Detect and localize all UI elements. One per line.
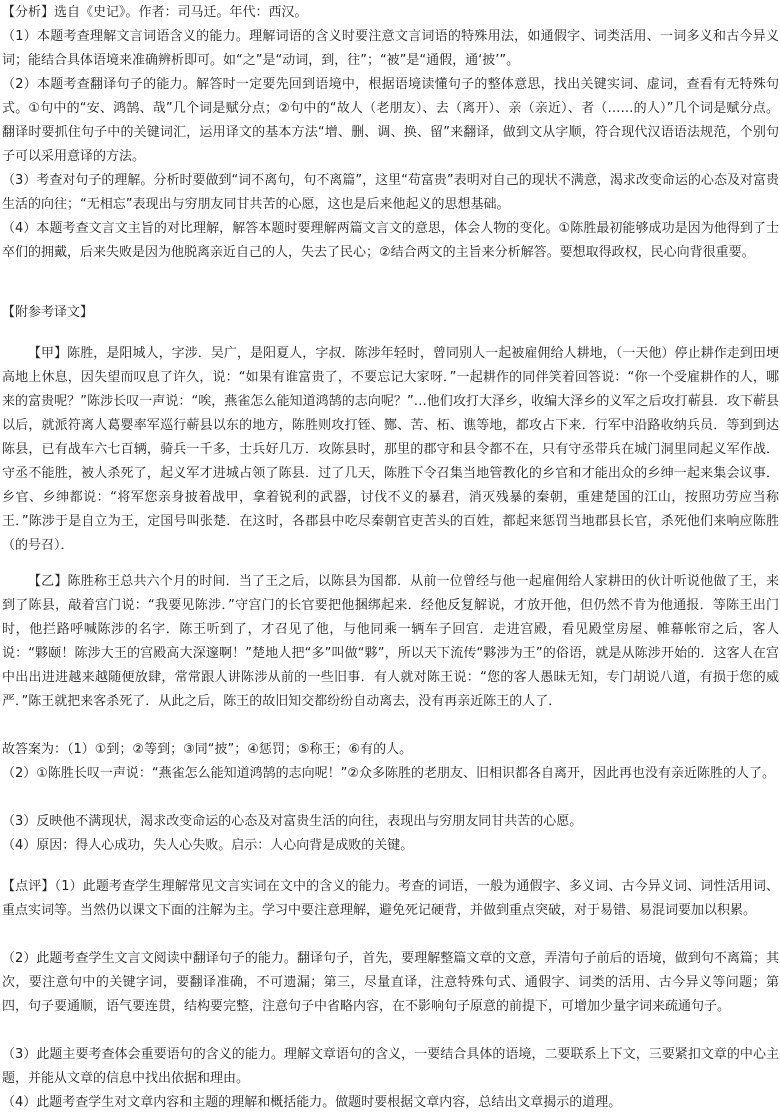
comment-item-4: （4）此题考查学生对文章内容和主题的理解和概括能力。做题时要根据文章内容，总结出文章揭示的道理。 — [2, 1095, 622, 1110]
analysis-intro: 【分析】选自《史记》。作者：司马迁。年代：西汉。 — [2, 5, 308, 20]
comment-item-2: （2）此题考查学生文言文阅读中翻译句子的能力。翻译句子，首先，要理解整篇文章的文意，弄清句子前后的语境，做到句不离篇；其次，要注意句中的关键字词，要翻译准确，不可遗漏；第三，尽量直译，注意特殊句式、通假字、词类的活用、古今异义等问题；第四，句子要通顺，语气要连贯，结构要完整，注意句子中省略内容，在不影响句子原意的前提下，可增加少量字词来疏通句子。 — [2, 951, 779, 1014]
answer-3: （3）反映他不满现状，渴求改变命运的心态及对富贵生活的向往，表现出与穷朋友同甘共苦的心愿。 — [2, 814, 583, 829]
translation-heading: 【附参考译文】 — [2, 305, 94, 320]
comment-item-3: （3）此题主要考查体会重要语句的含义的能力。理解文章语句的含义，一要结合具体的语境，二要联系上下文，三要紧扣文章的中心主题，并能从文章的信息中找出依据和理由。 — [2, 1047, 779, 1086]
analysis-item-1: （1）本题考查理解文言词语含义的能力。理解词语的含义时要注意文言词语的特殊用法，如通假字、词类活用、一词多义和古今异义词；能结合具体语境来准确辨析即可。如“之”是“动词，到，往”；“被”是“通假，通‘披’”。 — [2, 29, 779, 68]
comment-item-1: 【点评】（1）此题考查学生理解常见文言实词在文中的含义的能力。考查的词语，一般为通假字、多义词、古今异义词、词性活用词、重点实词等。当然仍以课文下面的注解为主。学习中要注意理解，避免死记硬背，并做到重点突破，对于易错、易混词要加以积累。 — [2, 879, 779, 918]
analysis-item-2: （2）本题考查翻译句子的能力。解答时一定要先回到语境中，根据语境读懂句子的整体意思，找出关键实词、虚词，查看有无特殊句式。①句中的“安、鸿鹄、哉”几个词是赋分点；②句中的“故人（老朋友）、去（离开）、亲（亲近）、者（……的人）”几个词是赋分点。翻译时要抓住句子中的关键词汇，运用译文的基本方法“增、删、调、换、留”来翻译，做到文从字顺，符合现代汉语语法规范，个别句子可以采用意译的方法。 — [2, 77, 779, 164]
analysis-item-3: （3）考查对句子的理解。分析时要做到“词不离句，句不离篇”，这里“苟富贵”表明对自己的现状不满意，渴求改变命运的心态及对富贵生活的向往；“无相忘”表现出与穷朋友同甘共苦的心愿，这也是后来他起义的思想基础。 — [2, 173, 779, 212]
answer-2: （2）①陈胜长叹一声说：“燕雀怎么能知道鸿鹄的志向呢！”②众多陈胜的老朋友、旧相识都各自离开，因此再也没有亲近陈胜的人了。 — [2, 766, 776, 781]
translation-jia: 【甲】陈胜，是阳城人，字涉．吴广，是阳夏人，字叔．陈涉年轻时，曾同别人一起被雇佣给人耕地，（一天他）停止耕作走到田埂高地上休息，因失望而叹息了许久，说：“如果有谁富贵了，不要忘记大家呀．”一起耕作的同伴笑着回答说：“你一个受雇耕作的人，哪来的富贵呢？”陈涉长叹一声说：“唉，燕雀怎么能知道鸿鹄的志向呢？”…他们攻打大泽乡，收编大泽乡的义军之后攻打蕲县．攻下蕲县以后，就派符离人葛婴率军巡行蕲县以东的地方，陈胜则攻打铚、酂、苦、柘、谯等地，都攻占下来．行军中沿路收纳兵员．等到到达陈县，已有战车六七百辆，骑兵一千多，士兵好几万．攻陈县时，那里的郡守和县令都不在，只有守丞带兵在城门洞里同起义军作战．守丞不能胜，被人杀死了，起义军才进城占领了陈县．过了几天，陈胜下令召集当地管教化的乡官和才能出众的乡绅一起来集会议事．乡官、乡绅都说：“将军您亲身披着战甲，拿着锐利的武器，讨伐不义的暴君，消灭残暴的秦朝，重建楚国的江山，按照功劳应当称王．”陈涉于是自立为王，定国号叫张楚．在这时，各郡县中吃尽秦朝官吏苦头的百姓，都起来惩罚当地郡县长官，杀死他们来响应陈胜（的号召）． — [2, 346, 779, 553]
translation-yi: 【乙】陈胜称王总共六个月的时间．当了王之后，以陈县为国都．从前一位曾经与他一起雇佣给人家耕田的伙计听说他做了王，来到了陈县，敲着宫门说：“我要见陈涉．”守宫门的长官要把他捆绑起来．经他反复解说，才放开他，但仍然不肯为他通报．等陈王出门时，他拦路呼喊陈涉的名字．陈王听到了，才召见了他，与他同乘一辆车子回宫．走进宫殿，看见殿堂房屋、帷幕帐帘之后，客人说：“夥颐！陈涉大王的宫殿高大深邃啊！”楚地人把“多”叫做“夥”，所以天下流传“夥涉为王”的俗语，就是从陈涉开始的．这客人在宫中出出进进越来越随便放肆，常常跟人讲陈涉从前的一些旧事．有人就对陈王说：“您的客人愚昧无知，专门胡说八道，有损于您的威严．”陈王就把来客杀死了．从此之后，陈王的故旧知交都纷纷自动离去，没有再亲近陈王的人了． — [2, 574, 779, 709]
answer-1: 故答案为：（1）①到；②等到；③同“披”；④惩罚；⑤称王；⑥有的人。 — [2, 742, 413, 757]
analysis-item-4: （4）本题考查文言文主旨的对比理解，解答本题时要理解两篇文言文的意思，体会人物的变化。①陈胜最初能够成功是因为他得到了士卒们的拥戴，后来失败是因为他脱离亲近自己的人，失去了民心；②结合两文的主旨来分析解答。要想取得政权，民心向背很重要。 — [2, 221, 779, 260]
answer-4: （4）原因：得人心成功，失人心失败。启示：人心向背是成败的关键。 — [2, 838, 414, 853]
